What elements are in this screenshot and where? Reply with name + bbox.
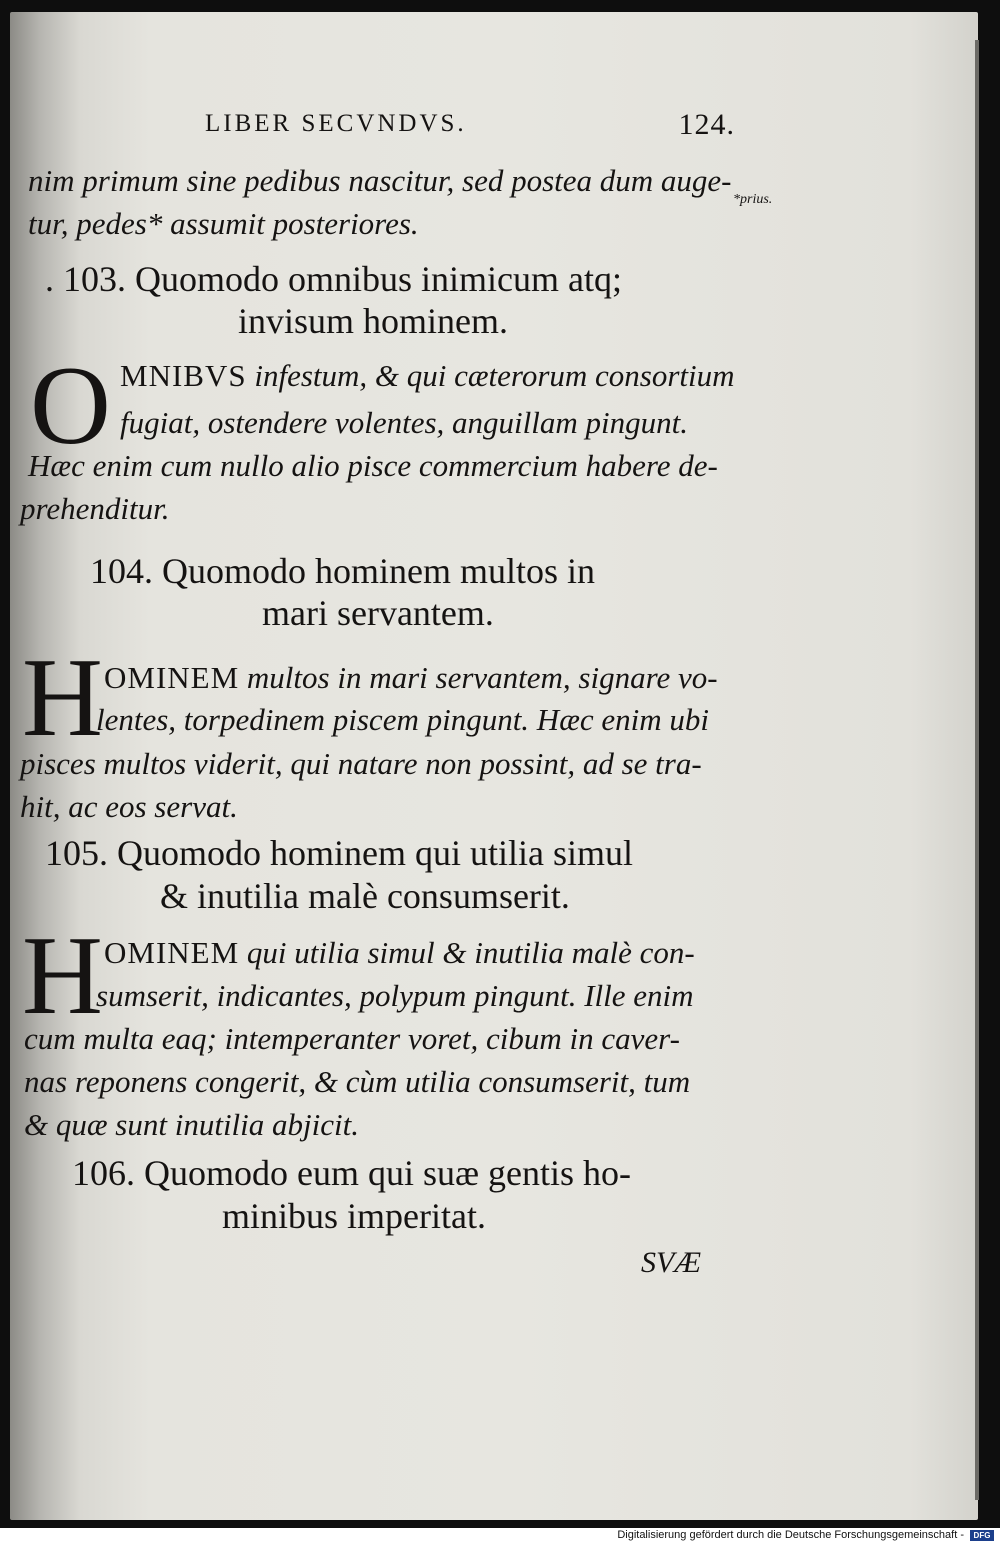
lead-word: MNIBVS — [120, 358, 247, 393]
drop-capital: H — [22, 636, 103, 760]
text-line: nas reponens congerit, & cùm utilia consumserit, tum — [24, 1064, 691, 1099]
text-line: fugiat, ostendere volentes, anguillam pingunt. — [120, 405, 688, 440]
footer-credit: Digitalisierung gefördert durch die Deutsche Forschungsgemeinschaft - — [617, 1529, 964, 1541]
section-heading: . 103. Quomodo omnibus inimicum atq; — [45, 259, 622, 299]
text-line: prehenditur. — [20, 491, 170, 526]
text-line: & quæ sunt inutilia abjicit. — [24, 1107, 359, 1142]
text-line: tur, pedes* assumit posteriores. — [28, 206, 419, 241]
section-heading: invisum hominem. — [238, 301, 508, 341]
section-heading: 104. Quomodo hominem multos in — [90, 551, 596, 591]
text-line: sumserit, indicantes, polypum pingunt. Ille enim — [96, 978, 694, 1013]
text-fragment: multos in mari servantem, signare vo- — [239, 660, 718, 695]
lead-word: OMINEM — [104, 660, 240, 695]
text-line: pisces multos viderit, qui natare non possint, ad se tra- — [20, 746, 702, 781]
section-heading: & inutilia malè consumserit. — [160, 876, 570, 916]
text-line — [104, 935, 695, 971]
drop-capital: H — [22, 914, 103, 1038]
running-head — [205, 108, 735, 141]
text-fragment: infestum, & qui cæterorum consortium — [246, 358, 735, 393]
page-edge — [975, 40, 979, 1500]
text-line: lentes, torpedinem piscem pingunt. Hæc enim ubi — [96, 702, 710, 737]
section-heading: 105. Quomodo hominem qui utilia simul — [45, 833, 633, 873]
lead-word: OMINEM — [104, 935, 240, 970]
text-line: hit, ac eos servat. — [20, 789, 238, 824]
text-line — [120, 358, 735, 394]
text-line — [104, 660, 718, 696]
folio-number: 124. — [678, 108, 735, 141]
text-line: cum multa eaq; intemperanter voret, cibum in caver- — [24, 1021, 680, 1056]
footer-bar — [0, 1528, 1000, 1544]
section-heading: 106. Quomodo eum qui suæ gentis ho- — [72, 1153, 631, 1193]
dfg-logo: DFG — [970, 1530, 994, 1541]
margin-note: *prius. — [733, 192, 773, 207]
catchword: SVÆ — [641, 1246, 701, 1279]
section-heading: mari servantem. — [262, 593, 494, 633]
running-head-title: LIBER SECVNDVS. — [205, 110, 467, 137]
section-heading: minibus imperitat. — [222, 1196, 486, 1236]
text-line: Hæc enim cum nullo alio pisce commercium habere de- — [28, 448, 718, 483]
drop-capital: O — [30, 344, 111, 468]
text-line: nim primum sine pedibus nascitur, sed postea dum auge- — [28, 163, 732, 198]
text-fragment: qui utilia simul & inutilia malè con- — [239, 935, 695, 970]
